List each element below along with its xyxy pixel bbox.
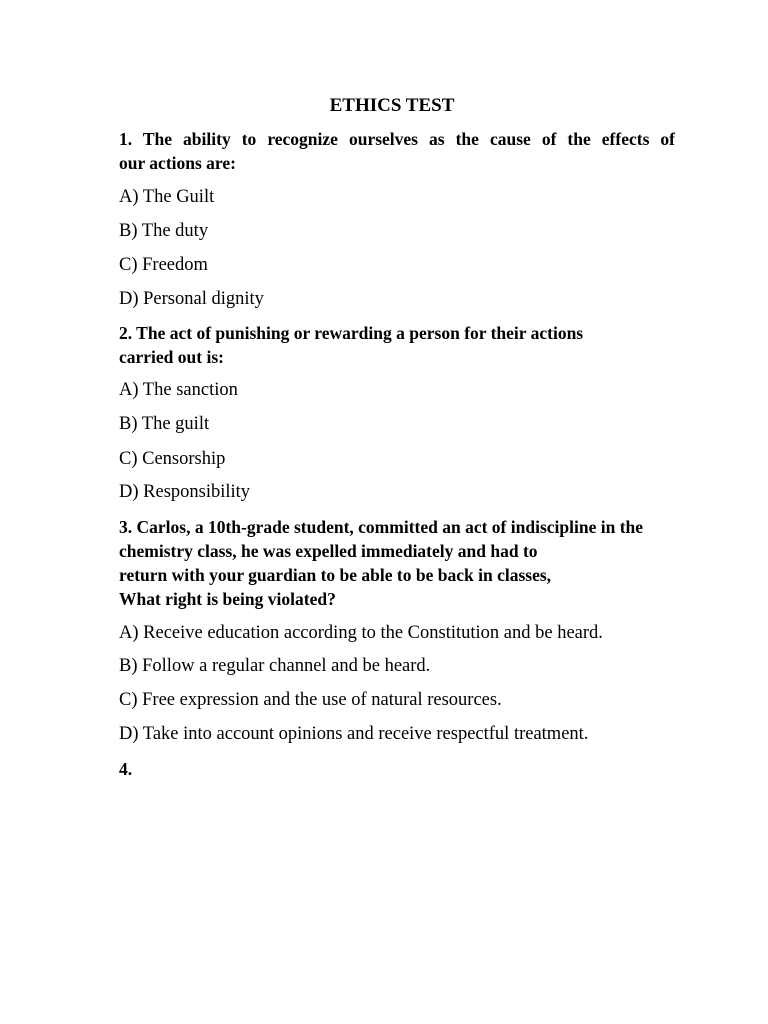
question-4-line-1: 4. bbox=[119, 759, 133, 779]
question-1-option-d: D) Personal dignity bbox=[119, 289, 264, 309]
question-3-line-2: chemistry class, he was expelled immediately and had to bbox=[119, 541, 538, 561]
question-1-option-b: B) The duty bbox=[119, 221, 209, 241]
question-1-line-2: our actions are: bbox=[119, 153, 236, 173]
question-2-line-1: 2. The act of punishing or rewarding a person for their actions bbox=[119, 323, 584, 343]
question-3-option-b: B) Follow a regular channel and be heard. bbox=[119, 656, 431, 676]
question-2-line-2: carried out is: bbox=[119, 347, 224, 367]
question-3-line-3: return with your guardian to be able to be back in classes, bbox=[119, 565, 552, 585]
question-2-option-c: C) Censorship bbox=[119, 449, 226, 469]
question-3 bbox=[119, 515, 719, 611]
question-1-option-a: A) The Guilt bbox=[119, 187, 215, 207]
question-1-option-c: C) Freedom bbox=[119, 255, 208, 275]
question-3-line-1: 3. Carlos, a 10th-grade student, committed an act of indiscipline in the bbox=[119, 517, 644, 537]
question-3-option-a: A) Receive education according to the Constitution and be heard. bbox=[119, 623, 603, 643]
question-3-line-4: What right is being violated? bbox=[119, 589, 336, 609]
question-4 bbox=[119, 757, 132, 781]
question-2-option-d: D) Responsibility bbox=[119, 482, 251, 502]
question-1-line-1: 1. The ability to recognize ourselves as the cause of the effects of bbox=[119, 129, 675, 149]
page-title: ETHICS TEST bbox=[329, 95, 455, 116]
question-2-option-b: B) The guilt bbox=[119, 414, 210, 434]
question-2-option-a: A) The sanction bbox=[119, 380, 238, 400]
question-2 bbox=[119, 321, 679, 369]
question-3-option-d: D) Take into account opinions and receive respectful treatment. bbox=[119, 724, 589, 744]
question-1 bbox=[119, 127, 675, 175]
question-3-option-c: C) Free expression and the use of natural resources. bbox=[119, 690, 502, 710]
